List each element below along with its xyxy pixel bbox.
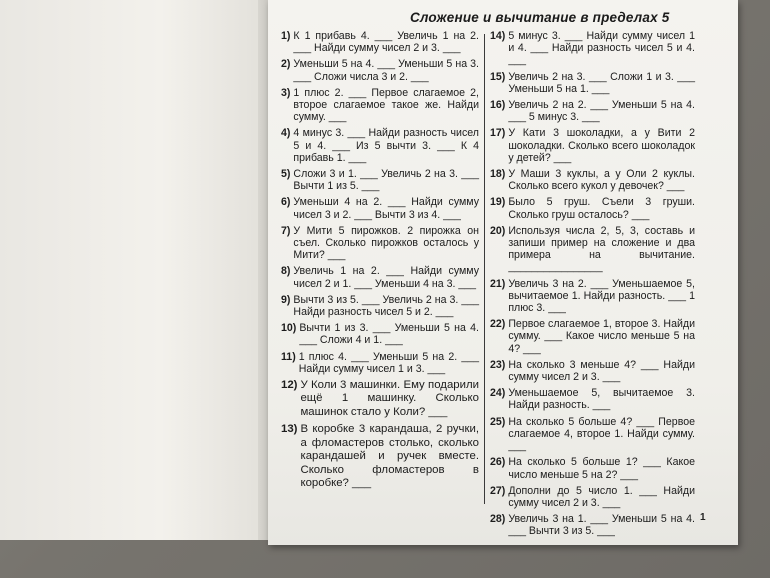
exercise-item	[281, 87, 479, 124]
exercise-text: 4 минус 3. ___ Найди разность чисел 5 и 4. ___ Из 5 вычти 3. ___ К 4 прибавь 1. ___	[293, 127, 479, 164]
exercise-number: 8)	[281, 265, 291, 278]
page-title: Сложение и вычитание в пределах 5	[410, 10, 670, 25]
exercise-number: 25)	[490, 415, 506, 428]
exercise-number: 7)	[281, 224, 291, 237]
exercise-item	[490, 127, 695, 164]
exercise-text: У Коли 3 машинки. Ему подарили ещё 1 машинку. Сколько машинок стало у Коли? ___	[300, 379, 479, 418]
exercise-item	[490, 513, 695, 537]
exercise-text: 1 плюс 4. ___ Уменьши 5 на 2. ___ Найди сумму чисел 1 и 3. ___	[298, 350, 479, 375]
page-number: 1	[700, 512, 706, 523]
exercise-text: Первое слагаемое 1, второе 3. Найди сумму. ___ Какое число меньше 5 на 4? ___	[508, 318, 695, 355]
exercise-item	[281, 351, 479, 375]
exercise-number: 16)	[490, 99, 506, 112]
exercise-text: У Кати 3 шоколадки, а у Вити 2 шоколадки. Сколько всего шоколадок у детей? ___	[508, 127, 695, 164]
exercise-item	[281, 265, 479, 289]
exercise-item	[490, 30, 695, 67]
exercise-number: 12)	[281, 379, 298, 392]
exercise-number: 22)	[490, 318, 506, 331]
exercise-number: 4)	[281, 127, 291, 140]
exercise-item	[490, 168, 695, 192]
exercise-item	[490, 359, 695, 383]
exercise-number: 21)	[490, 277, 506, 290]
exercise-text: Увеличь 3 на 1. ___ Уменьши 5 на 4. ___ Вычти 3 из 5. ___	[508, 513, 695, 538]
exercise-item	[490, 71, 695, 95]
exercise-number: 5)	[281, 168, 291, 181]
exercise-item	[490, 456, 695, 480]
exercise-item	[281, 225, 479, 262]
exercise-text: Увеличь 1 на 2. ___ Найди сумму чисел 2 и 1. ___ Уменьши 4 на 3. ___	[293, 265, 479, 290]
exercise-number: 18)	[490, 168, 506, 181]
exercise-item	[281, 168, 479, 192]
exercise-text: Используя числа 2, 5, 3, составь и запиши пример на сложение и два примера на вычитание. ________________	[508, 224, 695, 274]
exercise-number: 23)	[490, 358, 506, 371]
exercise-text: У Мити 5 пирожков. 2 пирожка он съел. Сколько пирожков осталось у Мити? ___	[293, 224, 479, 262]
exercise-item	[281, 58, 479, 82]
exercise-text: Уменьшаемое 5, вычитаемое 3. Найди разность. ___	[508, 387, 695, 412]
exercise-item	[281, 196, 479, 220]
exercise-text: Увеличь 2 на 3. ___ Сложи 1 и 3. ___ Уменьши 5 на 1. ___	[508, 70, 695, 95]
exercise-item	[490, 225, 695, 274]
exercise-number: 26)	[490, 456, 506, 469]
exercise-text: Вычти 3 из 5. ___ Увеличь 2 на 3. ___ Найди разность чисел 5 и 2. ___	[293, 293, 479, 319]
exercise-text: 5 минус 3. ___ Найди сумму чисел 1 и 4. ___ Найди разность чисел 5 и 4. ___	[508, 30, 695, 67]
left-page	[0, 0, 268, 540]
exercise-text: Дополни до 5 число 1. ___ Найди сумму чисел 2 и 3. ___	[508, 484, 695, 509]
exercise-text: 1 плюс 2. ___ Первое слагаемое 2, второе слагаемое такое же. Найди сумму. ___	[293, 86, 479, 124]
exercise-text: У Маши 3 куклы, а у Оли 2 куклы. Сколько всего кукол у девочек? ___	[508, 168, 695, 193]
exercise-item	[490, 485, 695, 509]
exercise-text: Увеличь 2 на 2. ___ Уменьши 5 на 4. ___ 5 минус 3. ___	[508, 99, 695, 124]
exercise-number: 20)	[490, 224, 506, 237]
exercise-number: 13)	[281, 423, 298, 436]
exercise-item	[490, 318, 695, 355]
exercise-text: Вычти 1 из 3. ___ Уменьши 5 на 4. ___ Сложи 4 и 1. ___	[299, 322, 479, 347]
exercise-number: 14)	[490, 30, 506, 42]
exercise-item	[490, 387, 695, 411]
exercise-text: Уменьши 4 на 2. ___ Найди сумму чисел 3 и 2. ___ Вычти 3 из 4. ___	[293, 196, 479, 221]
exercise-text: К 1 прибавь 4. ___ Увеличь 1 на 2. ___ Найди сумму чисел 2 и 3. ___	[293, 30, 479, 55]
exercise-number: 3)	[281, 86, 291, 99]
exercise-number: 10)	[281, 322, 297, 335]
exercise-text: На сколько 5 больше 4? ___ Первое слагаемое 4, второе 1. Найди сумму. ___	[508, 415, 695, 453]
exercise-text: На сколько 3 меньше 4? ___ Найди сумму чисел 2 и 3. ___	[508, 358, 695, 384]
exercise-item	[281, 127, 479, 164]
exercise-item	[490, 196, 695, 220]
column-divider	[484, 34, 485, 504]
exercise-text: На сколько 5 больше 1? ___ Какое число меньше 5 на 2? ___	[508, 456, 695, 481]
exercise-number: 24)	[490, 387, 506, 400]
exercise-item	[490, 416, 695, 453]
exercise-item	[281, 294, 479, 318]
exercise-item	[281, 322, 479, 346]
exercise-text: Сложи 3 и 1. ___ Увеличь 2 на 3. ___ Вычти 1 из 5. ___	[293, 168, 479, 193]
exercise-number: 27)	[490, 484, 506, 497]
exercise-item	[490, 99, 695, 123]
exercise-number: 6)	[281, 196, 291, 209]
exercise-text: В коробке 3 карандаша, 2 ручки, а фломастеров столько, сколько карандашей и ручек вместе. Сколько фломастеров в коробке? ___	[300, 423, 479, 489]
exercise-item	[281, 423, 479, 490]
exercise-number: 9)	[281, 293, 291, 306]
exercise-number: 17)	[490, 127, 506, 140]
exercise-column-right	[490, 30, 695, 542]
exercise-item	[281, 30, 479, 54]
exercise-number: 15)	[490, 70, 506, 83]
exercise-item	[490, 278, 695, 315]
exercise-text: Уменьши 5 на 4. ___ Уменьши 5 на 3. ___ Сложи числа 3 и 2. ___	[293, 58, 479, 83]
exercise-number: 1)	[281, 30, 291, 42]
exercise-text: Было 5 груш. Съели 3 груши. Сколько груш осталось? ___	[508, 196, 695, 221]
exercise-number: 11)	[281, 350, 296, 363]
exercise-number: 2)	[281, 58, 291, 71]
exercise-item	[281, 379, 479, 419]
exercise-number: 28)	[490, 513, 506, 526]
exercise-column-left	[281, 30, 479, 494]
exercise-text: Увеличь 3 на 2. ___ Уменьшаемое 5, вычитаемое 1. Найди разность. ___ 1 плюс 3. ___	[508, 277, 695, 315]
exercise-number: 19)	[490, 196, 506, 209]
